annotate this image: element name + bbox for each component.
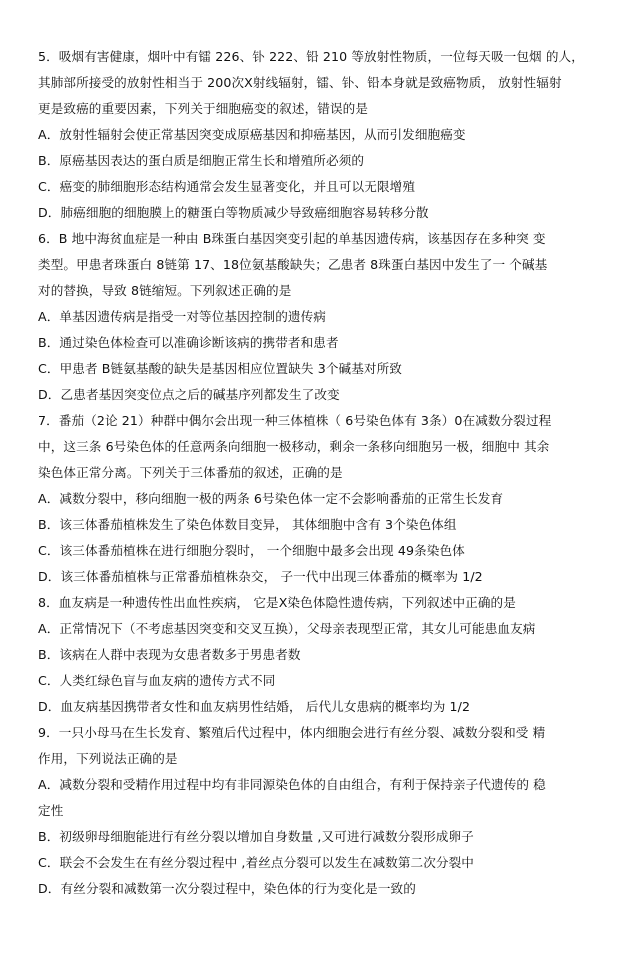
question-5	[38, 44, 598, 226]
question-9	[38, 720, 598, 902]
option-c: C．癌变的肺细胞形态结构通常会发生显著变化，并且可以无限增殖	[38, 179, 416, 194]
option-d: D．该三体番茄植株与正常番茄植株杂交， 子一代中出现三体番茄的概率为 1/2	[38, 569, 483, 584]
option-c: C．人类红绿色盲与血友病的遗传方式不同	[38, 673, 276, 688]
option-b: B．原癌基因表达的蛋白质是细胞正常生长和增殖所必须的	[38, 153, 365, 168]
question-stem-line: 对的替换，导致 8链缩短。下列叙述正确的是	[38, 283, 292, 298]
option-a: A．减数分裂和受精作用过程中均有非同源染色体的自由组合，有利于保持亲子代遗传的 稳	[38, 777, 546, 792]
question-stem-line: 6．B 地中海贫血症是一种由 B珠蛋白基因突变引起的单基因遗传病，该基因存在多种突 变	[38, 231, 546, 246]
option-c: C．该三体番茄植株在进行细胞分裂时， 一个细胞中最多会出现 49条染色体	[38, 543, 465, 558]
option-a: A．正常情况下（不考虑基因突变和交叉互换），父母亲表现型正常，其女儿可能患血友病	[38, 621, 536, 636]
option-d: D．有丝分裂和减数第一次分裂过程中，染色体的行为变化是一致的	[38, 881, 416, 896]
question-stem-line: 8．血友病是一种遗传性出血性疾病， 它是X染色体隐性遗传病，下列叙述中正确的是	[38, 595, 516, 610]
option-a-continued: 定性	[38, 803, 64, 818]
question-stem-line: 7．番茄（2论 21）种群中偶尔会出现一种三体植株（ 6号染色体有 3条）0在减数分裂过程	[38, 413, 552, 428]
option-b: B．通过染色体检查可以准确诊断该病的携带者和患者	[38, 335, 339, 350]
question-6	[38, 226, 598, 408]
question-stem-line: 更是致癌的重要因素，下列关于细胞癌变的叙述，错误的是	[38, 101, 369, 116]
option-a: A．减数分裂中，移向细胞一极的两条 6号染色体一定不会影响番茄的正常生长发育	[38, 491, 504, 506]
option-b: B．初级卵母细胞能进行有丝分裂以增加自身数量 ,又可进行减数分裂形成卵子	[38, 829, 474, 844]
option-d: D．肺癌细胞的细胞膜上的糖蛋白等物质减少导致癌细胞容易转移分散	[38, 205, 429, 220]
question-stem-line: 染色体正常分离。下列关于三体番茄的叙述，正确的是	[38, 465, 343, 480]
option-d: D．血友病基因携带者女性和血友病男性结婚， 后代儿女患病的概率均为 1/2	[38, 699, 471, 714]
question-stem-line: 中，这三条 6号染色体的任意两条向细胞一极移动，剩余一条移向细胞另一极，细胞中 其余	[38, 439, 550, 454]
option-b: B．该三体番茄植株发生了染色体数目变异， 其体细胞中含有 3个染色体组	[38, 517, 457, 532]
option-a: A．放射性辐射会使正常基因突变成原癌基因和抑癌基因，从而引发细胞癌变	[38, 127, 466, 142]
option-c: C．联会不会发生在有丝分裂过程中 ,着丝点分裂可以发生在减数第二次分裂中	[38, 855, 474, 870]
question-stem-line: 作用，下列说法正确的是	[38, 751, 178, 766]
question-stem-line: 5．吸烟有害健康，烟叶中有镭 226、钋 222、铅 210 等放射性物质，一位每天吸一包烟 的人，	[38, 49, 584, 64]
question-stem-line: 类型。甲患者珠蛋白 8链第 17、18位氨基酸缺失；乙患者 8珠蛋白基因中发生了一 个碱基	[38, 257, 548, 272]
question-stem-line: 其肺部所接受的放射性相当于 200次X射线辐射，镭、钋、铅本身就是致癌物质， 放射性辐射	[38, 75, 562, 90]
question-8	[38, 590, 598, 720]
question-stem-line: 9．一只小母马在生长发育、繁殖后代过程中，体内细胞会进行有丝分裂、减数分裂和受 精	[38, 725, 546, 740]
question-7	[38, 408, 598, 590]
option-a: A．单基因遗传病是指受一对等位基因控制的遗传病	[38, 309, 326, 324]
option-c: C．甲患者 B链氨基酸的缺失是基因相应位置缺失 3个碱基对所致	[38, 361, 402, 376]
option-b: B．该病在人群中表现为女患者数多于男患者数	[38, 647, 301, 662]
exam-page	[38, 44, 598, 902]
option-d: D．乙患者基因突变位点之后的碱基序列都发生了改变	[38, 387, 340, 402]
